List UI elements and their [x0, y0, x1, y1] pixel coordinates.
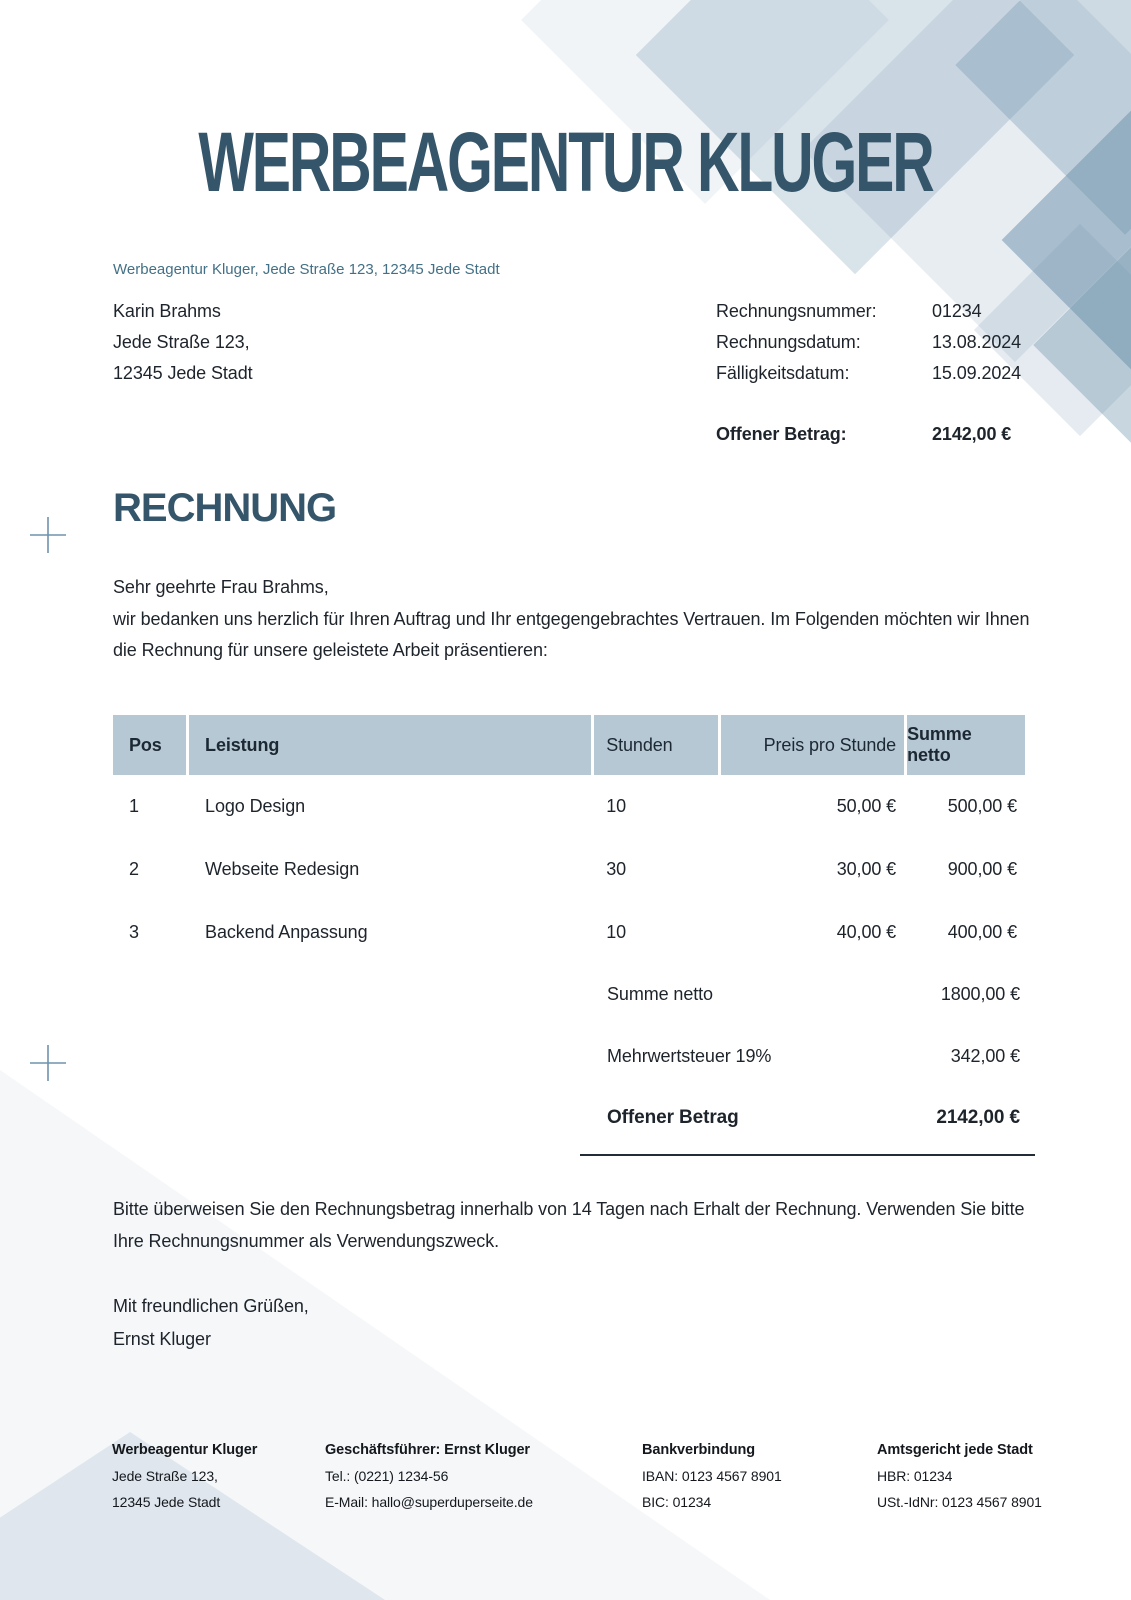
table-cell-leistung: Backend Anpassung	[205, 922, 368, 942]
meta-value: 13.08.2024	[932, 332, 1022, 352]
footer-line: BIC: 01234	[642, 1494, 712, 1510]
table-cell-preis: 30,00 €	[836, 859, 897, 879]
fold-mark-icon	[30, 517, 66, 553]
table-cell-summe: 400,00 €	[947, 922, 1017, 942]
meta-value: 01234	[932, 301, 982, 321]
total-label: Mehrwertsteuer 19%	[607, 1045, 772, 1066]
table-cell-preis: 50,00 €	[836, 796, 897, 816]
meta-label: Rechnungsnummer:	[716, 301, 877, 321]
footer-column-bank	[642, 1437, 782, 1515]
amount-due-value: 2142,00 €	[932, 424, 1012, 444]
page-title: RECHNUNG	[113, 486, 337, 530]
footer-title: Geschäftsführer: Ernst Kluger	[325, 1442, 530, 1458]
intro-text: wir bedanken uns herzlich für Ihren Auftrag und Ihr entgegengebrachtes Vertrauen. Im Folgenden möchten wir Ihnen die Rechnung für unsere geleistete Arbeit präsentieren:	[113, 608, 1030, 660]
table-cell-leistung: Webseite Redesign	[205, 859, 360, 879]
amount-due-label: Offener Betrag:	[716, 424, 847, 444]
table-cell-summe: 500,00 €	[947, 796, 1017, 816]
table-header-summe: Summe netto	[907, 715, 1025, 775]
total-value: 342,00 €	[950, 1045, 1020, 1066]
table-row	[113, 775, 1025, 838]
meta-label: Rechnungsdatum:	[716, 332, 861, 352]
table-header-row	[113, 715, 1025, 775]
meta-row-invoice-date	[716, 327, 1021, 358]
footer-title: Bankverbindung	[642, 1442, 756, 1458]
footer-line: IBAN: 0123 4567 8901	[642, 1468, 782, 1484]
meta-value: 15.09.2024	[932, 363, 1022, 383]
footer-column-contact	[325, 1437, 533, 1515]
footer-line: USt.-IdNr: 0123 4567 8901	[877, 1494, 1042, 1510]
footer-column-registry	[877, 1437, 1042, 1515]
table-cell-leistung: Logo Design	[205, 796, 306, 816]
totals-block	[113, 963, 1025, 1149]
recipient-street: Jede Straße 123,	[113, 332, 250, 352]
total-value: 1800,00 €	[940, 983, 1020, 1004]
table-cell-stunden: 30	[606, 859, 627, 879]
table-cell-pos: 3	[129, 922, 139, 942]
signature-name: Ernst Kluger	[113, 1329, 211, 1349]
payment-note: Bitte überweisen Sie den Rechnungsbetrag innerhalb von 14 Tagen nach Erhalt der Rechnung. Verwenden Sie bitte Ihre Rechnungsnummer als Verwendungszweck.	[113, 1199, 1025, 1251]
intro-paragraph	[113, 572, 1035, 667]
recipient-city: 12345 Jede Stadt	[113, 363, 253, 383]
table-header-stunden: Stunden	[594, 715, 717, 775]
total-row-net	[113, 963, 1025, 1025]
total-row-amount-due	[113, 1087, 1025, 1149]
total-label: Offener Betrag	[607, 1107, 739, 1128]
table-cell-preis: 40,00 €	[836, 922, 897, 942]
table-row	[113, 901, 1025, 964]
table-cell-pos: 2	[129, 859, 139, 879]
table-cell-stunden: 10	[606, 796, 627, 816]
footer-title: Werbeagentur Kluger	[112, 1442, 258, 1458]
footer-column-company	[112, 1437, 257, 1515]
meta-row-due-date	[716, 358, 1021, 389]
total-row-vat	[113, 1025, 1025, 1087]
sender-line: Werbeagentur Kluger, Jede Straße 123, 12345 Jede Stadt	[113, 261, 500, 278]
recipient-name: Karin Brahms	[113, 301, 221, 321]
table-cell-summe: 900,00 €	[947, 859, 1017, 879]
total-label: Summe netto	[607, 983, 713, 1004]
meta-row-invoice-number	[716, 296, 1021, 327]
invoice-meta	[716, 296, 1021, 389]
totals-divider	[580, 1154, 1035, 1156]
footer-line: Jede Straße 123,	[112, 1468, 218, 1484]
table-header-pos: Pos	[113, 715, 186, 775]
meta-label: Fälligkeitsdatum:	[716, 363, 850, 383]
invoice-table	[113, 715, 1025, 964]
table-cell-pos: 1	[129, 796, 139, 816]
company-title	[0, 115, 1131, 209]
table-row	[113, 838, 1025, 901]
total-value: 2142,00 €	[936, 1107, 1020, 1128]
amount-due	[716, 424, 1011, 445]
footer-line: Tel.: (0221) 1234-56	[325, 1468, 449, 1484]
table-header-preis: Preis pro Stunde	[721, 715, 905, 775]
footer-line: HBR: 01234	[877, 1468, 953, 1484]
fold-mark-icon	[30, 1045, 66, 1081]
salutation: Sehr geehrte Frau Brahms,	[113, 577, 329, 597]
regards-line: Mit freundlichen Grüßen,	[113, 1296, 309, 1316]
company-title-text: WERBEAGENTUR KLUGER	[198, 115, 933, 209]
table-cell-stunden: 10	[606, 922, 627, 942]
footer-title: Amtsgericht jede Stadt	[877, 1442, 1033, 1458]
recipient-address	[113, 296, 253, 389]
table-header-leistung: Leistung	[189, 715, 591, 775]
signature-block	[113, 1290, 309, 1356]
footer-line: 12345 Jede Stadt	[112, 1494, 221, 1510]
footer-line: E-Mail: hallo@superduperseite.de	[325, 1494, 533, 1510]
